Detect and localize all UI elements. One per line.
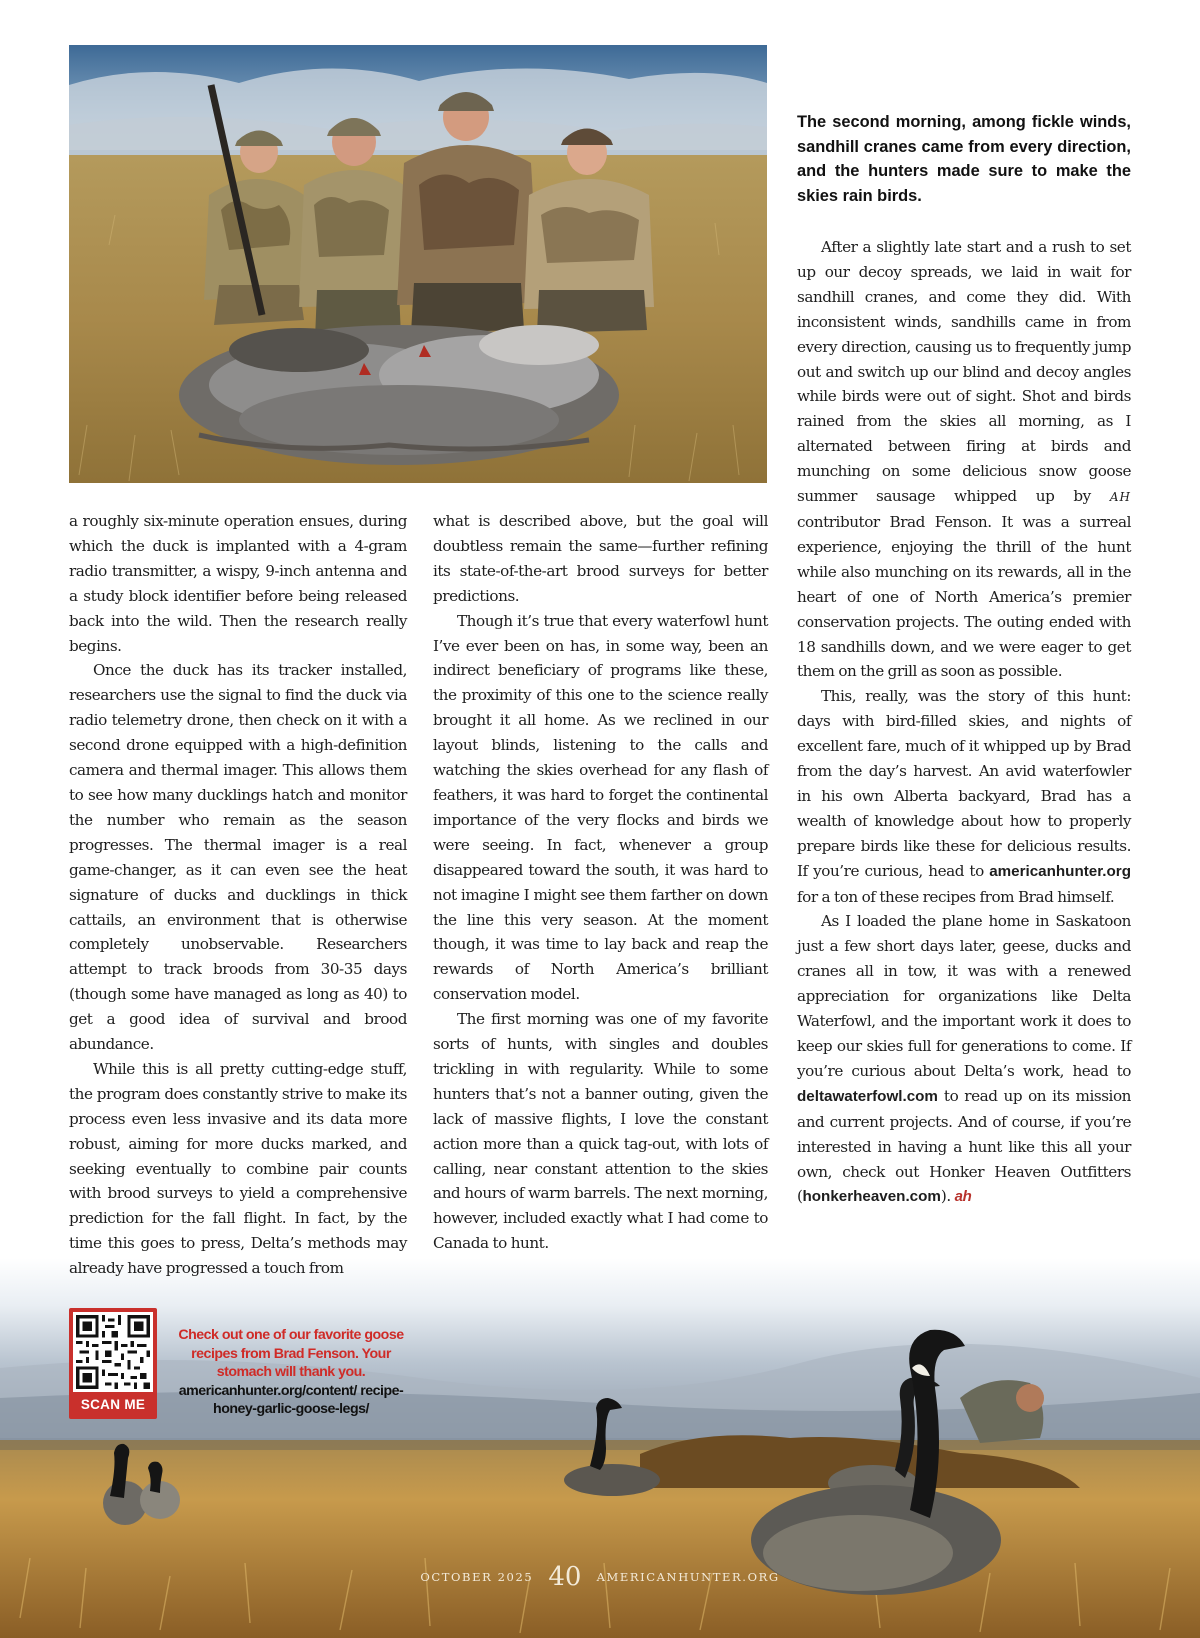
paragraph: While this is all pretty cutting-edge stuff, the program does constantly strive to make its process even less invasive and its data more robust, aiming for more ducks marked, and seeking eventually to combine pair counts with brood surveys to yield a comprehensive prediction for the fall flight. In fact, by the time this goes to press, Delta’s methods may already have progressed a touch from [69,1059,407,1278]
article-column-2 [433,509,768,1256]
issue-date: OCTOBER 2025 [420,1570,534,1584]
paragraph [797,684,1131,909]
paragraph: a roughly six-minute operation ensues, during which the duck is implanted with a 4-gram radio transmitter, a wispy, 9-inch antenna and a study block identifier before being released back into the wild. Then the research really begins. [69,512,407,655]
article-column-3 [797,235,1131,1210]
page-number: 40 [548,1562,582,1592]
paragraph [797,909,1131,1210]
article-column-1 [69,509,407,1281]
paragraph: Though it’s true that every waterfowl hunt I’ve ever been on has, in some way, been an indirect beneficiary of programs like these, the proximity of this one to the science really brought it all home. As we reclined in our layout blinds, listening to the calls and watching the skies overhead for any flash of feathers, it was hard to forget the continental importance of the very flocks and birds we were seeing. In fact, whenever a group disappeared toward the south, it was hard to not imagine I might see them farther on down the line this very season. At the moment though, it was time to lay back and reap the rewards of North America’s brilliant conservation model. [433,611,768,1004]
paragraph: Once the duck has its tracker installed, researchers use the signal to find the duck via radio telemetry drone, then check on it with a second drone equipped with a high-definition camera and thermal imager. This allows them to see how many ducklings hatch and monitor the number who remain as the season progresses. The thermal imager is a real game-changer, as it can even see the heat signature of ducks and ducklings in thick cattails, an environment that is otherwise completely unobservable. Researchers attempt to track broods from 30-35 days (though some have managed as long as 40) to get a good idea of survival and brood abundance. [69,661,407,1054]
text-run: contributor Brad Fenson. It was a surreal experience, enjoying the thrill of the hunt while also munching on its rewards, all in the heart of one of North America’s premier conservation projects. The outing ended with 18 sandhills down, and we were eager to get them on the grill as soon as possible. [797,512,1131,681]
text-run: After a slightly late start and a rush to set up our decoy spreads, we laid in wait for sandhill cranes, and come they did. With inconsistent winds, sandhills came in from every direction, causing us to frequently jump out and switch up our blind and decoy angles while birds were out of sight. Shot and birds rained from the skies all morning, as I alternated between firing at birds and munching on some delicious snow goose summer sausage whipped up by [797,238,1131,506]
hunters-photo-graphic [69,45,767,483]
photo-caption: The second morning, among fickle winds, sandhill cranes came from every direction, and the hunters made sure to make the skies rain birds. [797,113,1131,205]
paragraph: The first morning was one of my favorite sorts of hunts, with singles and doubles trickling in with regularity. While to some hunters that’s not a banner outing, given the lack of massive flights, I love the constant action more than a quick tag-out, with lots of calling, near constant attention to the skies and hours of warm barrels. The next morning, however, included exactly what I had come to Canada to hunt. [433,1010,768,1253]
page-footer [0,1562,1200,1592]
end-mark: ah [954,1188,972,1206]
promo-url[interactable]: americanhunter.org/content/ recipe-honey-garlic-goose-legs/ [178,1382,404,1417]
paragraph [797,235,1131,684]
qr-code-icon[interactable] [73,1312,153,1392]
text-run: This, really, was the story of this hunt: days with bird-filled skies, and nights of excellent fare, much of it whipped up by Brad from the day’s harvest. An avid waterfowler in his own Alberta backyard, Brad has a wealth of knowledge about how to properly prepare birds like these for delicious results. If you’re curious, head to [797,687,1131,880]
recipe-promo [166,1326,416,1419]
qr-code-badge[interactable] [69,1308,157,1419]
deltawaterfowl-link[interactable]: deltawaterfowl.com [797,1087,938,1105]
hunters-photo [69,45,767,483]
text-run: ). [940,1187,951,1206]
promo-text: Check out one of our favorite goose recipes from Brad Fenson. Your stomach will thank you. [178,1327,404,1380]
site-name: AMERICANHUNTER.ORG [596,1570,780,1584]
scan-me-label: SCAN ME [80,1397,146,1412]
magazine-abbrev: AH [1109,490,1131,505]
paragraph: what is described above, but the goal will doubtless remain the same—further refining its state-of-the-art brood surveys for better predictions. [433,512,768,605]
text-run: for a ton of these recipes from Brad himself. [797,887,1115,906]
text-run: to read up on its mission and current projects. And of course, if you’re interested in having a hunt like this all your own, check out Honker Heaven Outfitters ( [797,1086,1131,1206]
qr-code-graphic [73,1312,153,1392]
text-run: As I loaded the plane home in Saskatoon just a few short days later, geese, ducks and cranes all in tow, it was with a renewed appreciation for organizations like Delta Waterfowl, and the important work it does to keep our skies full for generations to come. If you’re curious about Delta’s work, head to [797,912,1131,1080]
honkerheaven-link[interactable]: honkerheaven.com [802,1188,941,1206]
americanhunter-link[interactable]: americanhunter.org [989,862,1131,880]
